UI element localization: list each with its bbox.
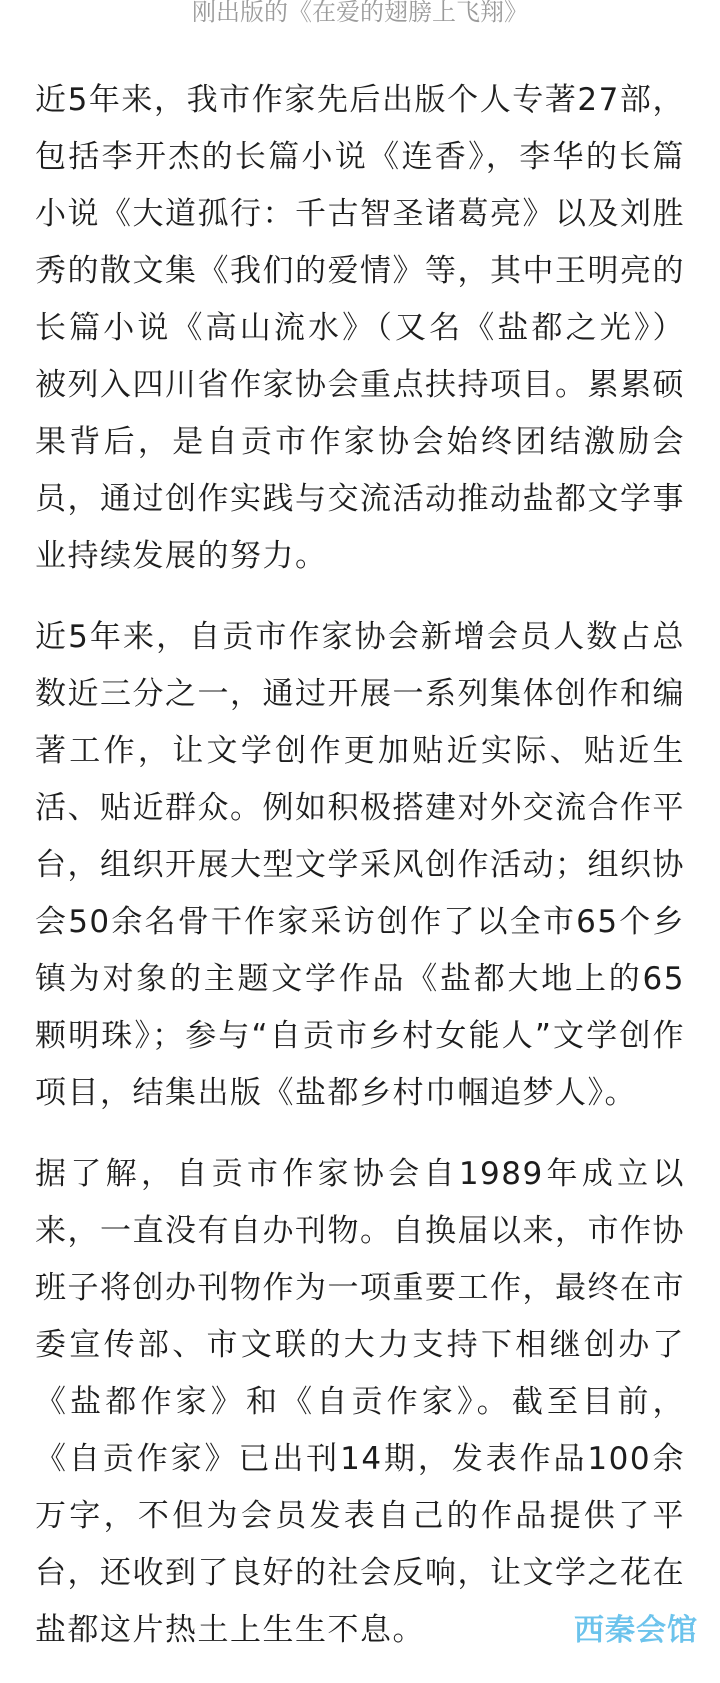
image-caption: 刚出版的《在爱的翅膀上飞翔》 (192, 0, 528, 26)
paragraph-3: 据了解，自贡市作家协会自1989年成立以来，一直没有自办刊物。自换届以来，市作协班子将创办刊物作为一项重要工作，最终在市委宣传部、市文联的大力支持下相继创办了《盐都作家》和《自贡作家》。截至目前，《自贡作家》已出刊14期，发表作品100余万字，不但为会员发表自己的作品提供了平台，还收到了良好的社会反响，让文学之花在盐都这片热土上生生不息。 (35, 1156, 685, 1648)
paragraph-1: 近5年来，我市作家先后出版个人专著27部，包括李开杰的长篇小说《连香》，李华的长篇小说《大道孤行：千古智圣诸葛亮》以及刘胜秀的散文集《我们的爱情》等，其中王明亮的长篇小说《高山流水》（又名《盐都之光》）被列入四川省作家协会重点扶持项目。累累硕果背后，是自贡市作家协会始终团结激励会员，通过创作实践与交流活动推动盐都文学事业持续发展的努力。 (35, 82, 685, 574)
article-body (35, 72, 685, 1683)
watermark-logo: 西秦会馆 (574, 1613, 698, 1648)
paragraph-2: 近5年来，自贡市作家协会新增会员人数占总数近三分之一，通过开展一系列集体创作和编著工作，让文学创作更加贴近实际、贴近生活、贴近群众。例如积极搭建对外交流合作平台，组织开展大型文学采风创作活动；组织协会50余名骨干作家采访创作了以全市65个乡镇为对象的主题文学作品《盐都大地上的65颗明珠》；参与“自贡市乡村女能人”文学创作项目，结集出版《盐都乡村巾帼追梦人》。 (35, 619, 685, 1111)
